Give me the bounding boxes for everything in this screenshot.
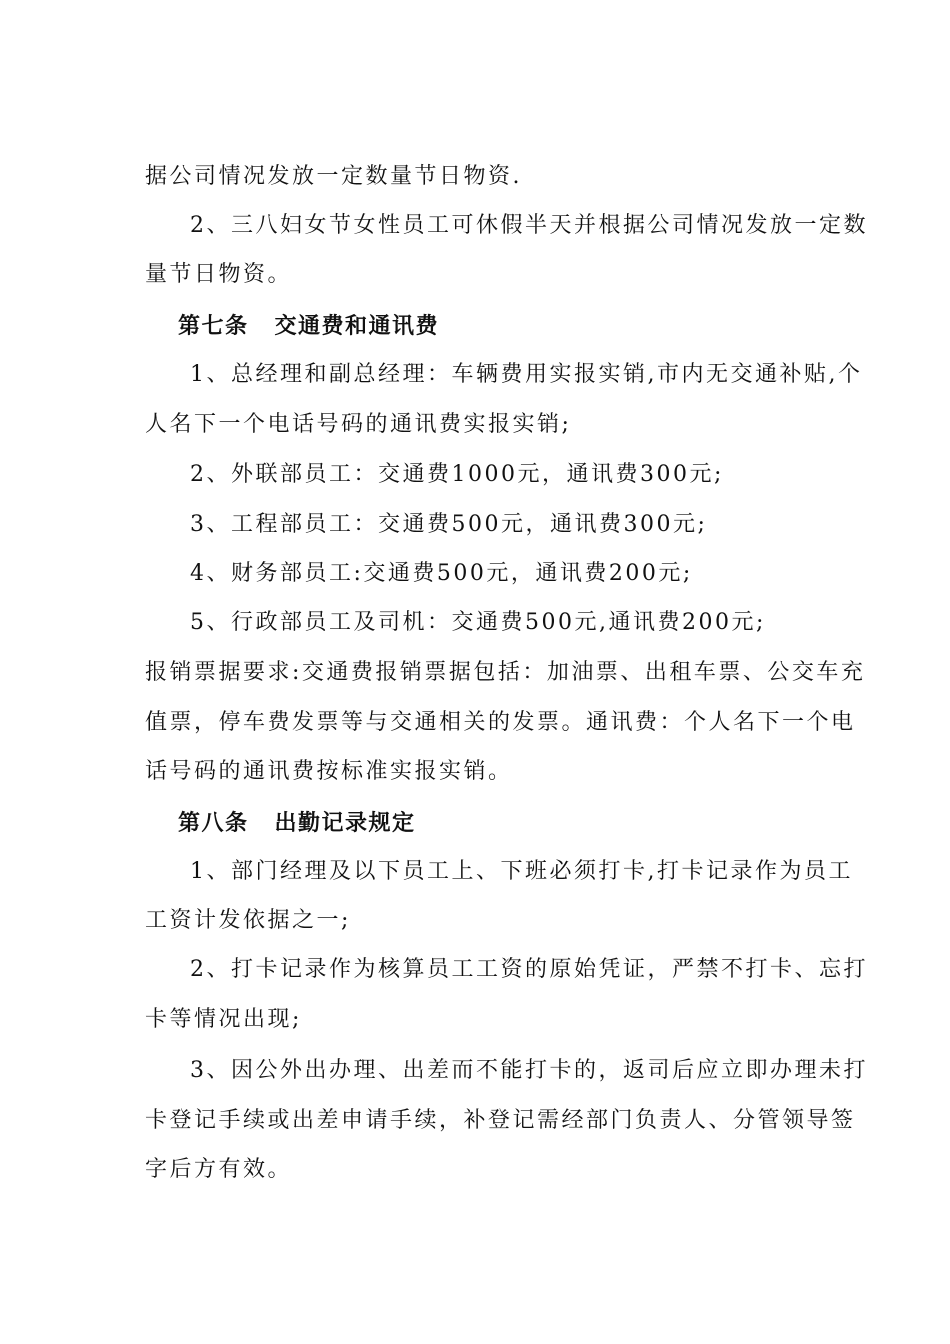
article-title: 出勤记录规定 <box>274 810 416 836</box>
article-title: 交通费和通讯费 <box>274 313 440 339</box>
paragraph-line: 5、行政部员工及司机：交通费500元,通讯费200元; <box>190 610 766 635</box>
paragraph-line: 话号码的通讯费按标准实报实销。 <box>145 759 513 784</box>
paragraph-line: 1、总经理和副总经理：车辆费用实报实销,市内无交通补贴,个 <box>190 362 863 387</box>
paragraph-line: 工资计发依据之一; <box>145 908 351 933</box>
article-heading-8 <box>178 808 858 838</box>
paragraph-line: 字后方有效。 <box>145 1157 293 1182</box>
paragraph-line: 据公司情况发放一定数量节日物资. <box>145 164 522 189</box>
paragraph-line: 4、财务部员工:交通费500元，通讯费200元; <box>190 561 693 586</box>
paragraph-line: 2、外联部员工：交通费1000元，通讯费300元; <box>190 462 724 487</box>
paragraph-line: 3、工程部员工：交通费500元，通讯费300元; <box>190 512 708 537</box>
paragraph-line: 卡等情况出现; <box>145 1007 302 1032</box>
article-heading-7 <box>178 311 858 341</box>
paragraph-line: 3、因公外出办理、出差而不能打卡的，返司后应立即办理未打 <box>190 1058 868 1083</box>
paragraph-line: 2、打卡记录作为核算员工工资的原始凭证，严禁不打卡、忘打 <box>190 957 868 982</box>
paragraph-line: 2、三八妇女节女性员工可休假半天并根据公司情况发放一定数 <box>190 213 868 238</box>
paragraph-line: 值票，停车费发票等与交通相关的发票。通讯费：个人名下一个电 <box>145 710 856 735</box>
paragraph-line: 报销票据要求:交通费报销票据包括：加油票、出租车票、公交车充 <box>145 660 866 685</box>
paragraph-line: 人名下一个电话号码的通讯费实报实销; <box>145 412 572 437</box>
paragraph-line: 1、部门经理及以下员工上、下班必须打卡,打卡记录作为员工 <box>190 859 853 884</box>
article-number: 第七条 <box>178 313 249 339</box>
paragraph-line: 量节日物资。 <box>145 262 293 287</box>
article-number: 第八条 <box>178 810 249 836</box>
paragraph-line: 卡登记手续或出差申请手续，补登记需经部门负责人、分管领导签 <box>145 1108 856 1133</box>
